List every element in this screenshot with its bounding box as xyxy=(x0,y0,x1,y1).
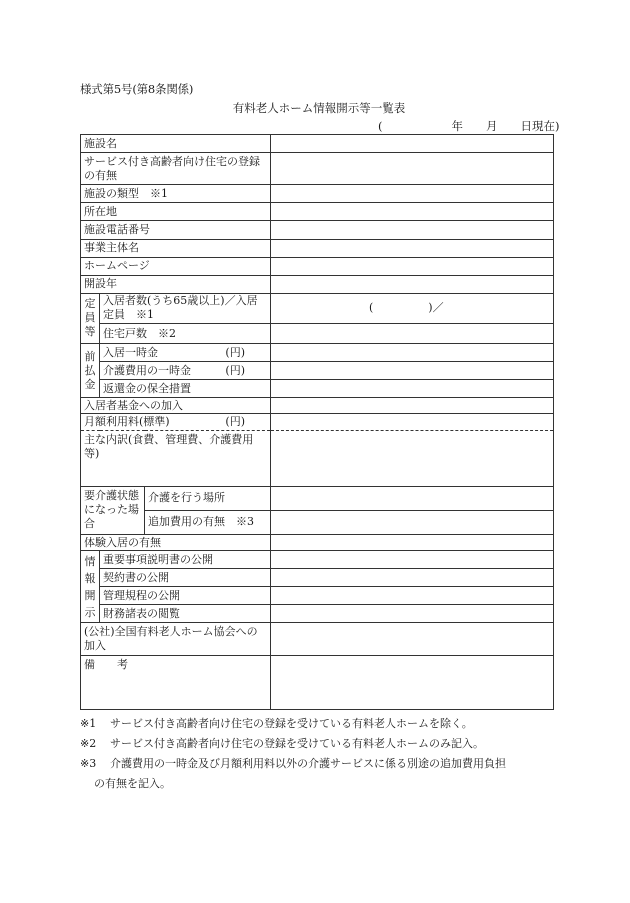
value-residents[interactable]: ( )／ xyxy=(271,293,554,323)
value-trial-stay[interactable] xyxy=(271,535,554,551)
label-operator: 事業主体名 xyxy=(81,239,271,257)
label-monthly-fee: 月額利用料(標準) (円) xyxy=(81,414,271,430)
value-fund-membership[interactable] xyxy=(271,398,554,414)
unit-yen: (円) xyxy=(225,363,246,377)
value-lump-sum[interactable] xyxy=(271,344,554,362)
footnote: ※2 サービス付き高齢者向け住宅の登録を受けている有料老人ホームのみ記入。 xyxy=(80,737,484,750)
value-financial[interactable] xyxy=(271,605,554,623)
value-rules[interactable] xyxy=(271,587,554,605)
label-financial: 財務諸表の閲覧 xyxy=(100,605,271,623)
footnote: ※3 介護費用の一時金及び月額利用料以外の介護サービスに係る別途の追加費用負担 xyxy=(80,757,506,770)
footnotes xyxy=(80,714,560,794)
value-facility-name[interactable] xyxy=(271,135,554,153)
label-address: 所在地 xyxy=(81,203,271,221)
value-care-lump-sum[interactable] xyxy=(271,362,554,380)
label-association: (公社)全国有料老人ホーム協会への加入 xyxy=(81,623,271,655)
value-address[interactable] xyxy=(271,203,554,221)
unit-yen: (円) xyxy=(225,414,246,428)
unit-yen: (円) xyxy=(225,345,246,359)
value-refund-protection[interactable] xyxy=(271,380,554,398)
label-important-matters: 重要事項説明書の公開 xyxy=(100,551,271,569)
value-operator[interactable] xyxy=(271,239,554,257)
label-trial-stay: 体験入居の有無 xyxy=(81,535,271,551)
label-extra-cost: 追加費用の有無 ※3 xyxy=(145,510,271,534)
value-sakoju-registration[interactable] xyxy=(271,153,554,185)
label-residents: 入居者数(うち65歳以上)／入居定員 ※1 xyxy=(100,293,271,323)
value-opening-year[interactable] xyxy=(271,275,554,293)
value-facility-type[interactable] xyxy=(271,185,554,203)
label-care-place: 介護を行う場所 xyxy=(145,486,271,510)
label-fee-breakdown: 主な内訳(食費、管理費、介護費用等) xyxy=(81,430,271,486)
as-of-date: ( 年 月 日現在) xyxy=(378,119,560,133)
label-homepage: ホームページ xyxy=(81,257,271,275)
form-number: 様式第5号(第8条関係) xyxy=(80,82,194,96)
disclosure-table xyxy=(80,134,554,710)
value-phone[interactable] xyxy=(271,221,554,239)
label-contract: 契約書の公開 xyxy=(100,569,271,587)
value-units[interactable] xyxy=(271,323,554,343)
group-capacity: 定 員 等 xyxy=(81,293,100,343)
label-remarks: 備 考 xyxy=(81,655,271,709)
label-facility-type: 施設の類型 ※1 xyxy=(81,185,271,203)
footnote-continuation: の有無を記入。 xyxy=(94,777,171,790)
value-homepage[interactable] xyxy=(271,257,554,275)
value-extra-cost[interactable] xyxy=(271,510,554,534)
footnote: ※1 サービス付き高齢者向け住宅の登録を受けている有料老人ホームを除く。 xyxy=(80,717,473,730)
value-monthly-fee[interactable] xyxy=(271,414,554,430)
label-fund-membership: 入居者基金への加入 xyxy=(81,398,271,414)
value-contract[interactable] xyxy=(271,569,554,587)
label-rules: 管理規程の公開 xyxy=(100,587,271,605)
value-important-matters[interactable] xyxy=(271,551,554,569)
document-title: 有料老人ホーム情報開示等一覧表 xyxy=(232,101,406,115)
value-association[interactable] xyxy=(271,623,554,655)
label-facility-name: 施設名 xyxy=(81,135,271,153)
label-units: 住宅戸数 ※2 xyxy=(100,323,271,343)
value-care-place[interactable] xyxy=(271,486,554,510)
group-care-needed: 要介護状態になった場合 xyxy=(81,486,145,534)
label-sakoju-registration: サービス付き高齢者向け住宅の登録の有無 xyxy=(81,153,271,185)
group-prepayment: 前 払 金 xyxy=(81,344,100,398)
group-disclosure: 情 報 開 示 xyxy=(81,551,100,623)
label-lump-sum: 入居一時金 (円) xyxy=(100,344,271,362)
label-refund-protection: 返還金の保全措置 xyxy=(100,380,271,398)
value-remarks[interactable] xyxy=(271,655,554,709)
value-fee-breakdown[interactable] xyxy=(271,430,554,486)
label-care-lump-sum: 介護費用の一時金 (円) xyxy=(100,362,271,380)
label-opening-year: 開設年 xyxy=(81,275,271,293)
label-phone: 施設電話番号 xyxy=(81,221,271,239)
